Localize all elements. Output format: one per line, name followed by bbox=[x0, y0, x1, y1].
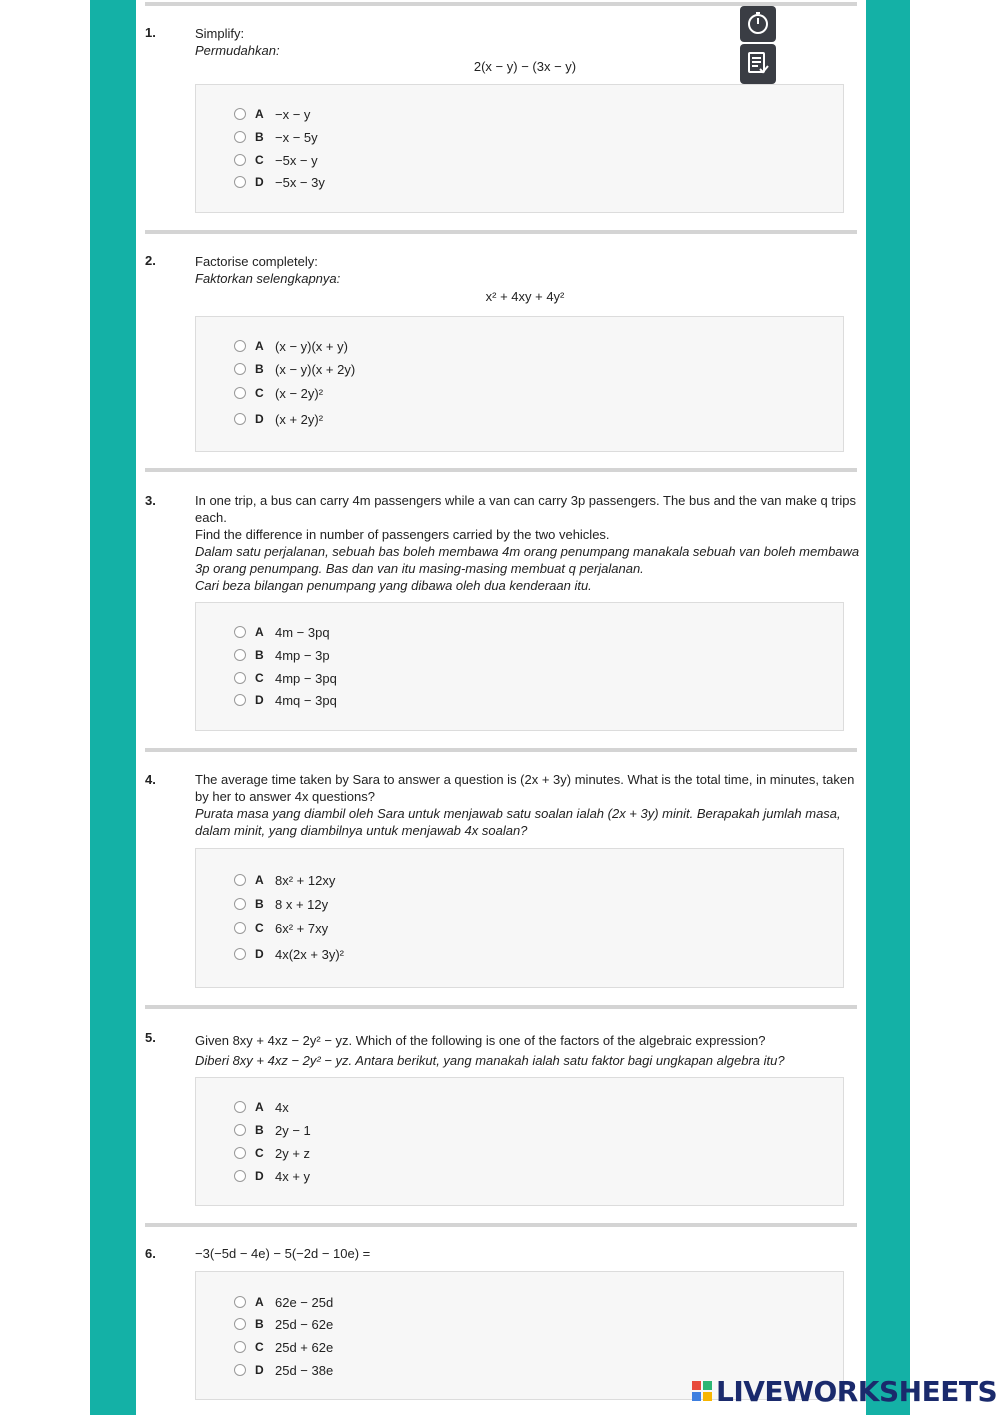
radio-button[interactable] bbox=[234, 176, 246, 188]
question-text-en: The average time taken by Sara to answer a question is (2x + 3y) minutes. What is the total time, in minutes, taken by her to answer 4x questions? bbox=[195, 772, 855, 804]
option-text: 62e − 25d bbox=[275, 1294, 334, 1310]
option-text: −x − 5y bbox=[275, 129, 318, 145]
option-text: 4x + y bbox=[275, 1168, 311, 1184]
divider bbox=[145, 1005, 857, 1009]
radio-button[interactable] bbox=[234, 413, 246, 425]
option-letter: B bbox=[255, 362, 264, 376]
option-c[interactable] bbox=[234, 669, 337, 687]
radio-button[interactable] bbox=[234, 154, 246, 166]
question-text-ms: Diberi 8xy + 4xz − 2y² − yz. Antara berikut, yang manakah ialah satu faktor bagi ungkapan algebra itu? bbox=[195, 1053, 785, 1068]
option-d[interactable] bbox=[234, 1167, 310, 1185]
option-b[interactable] bbox=[234, 1121, 311, 1139]
option-b[interactable] bbox=[234, 128, 318, 146]
option-text: (x − y)(x + 2y) bbox=[275, 361, 356, 377]
option-text: 25d + 62e bbox=[275, 1339, 334, 1355]
option-letter: A bbox=[255, 1295, 264, 1309]
radio-button[interactable] bbox=[234, 898, 246, 910]
radio-button[interactable] bbox=[234, 1318, 246, 1330]
logo-mark-icon bbox=[692, 1381, 712, 1401]
question-text-en: Factorise completely: bbox=[195, 254, 318, 269]
option-letter: C bbox=[255, 386, 264, 400]
radio-button[interactable] bbox=[234, 363, 246, 375]
radio-button[interactable] bbox=[234, 1296, 246, 1308]
question-number: 2. bbox=[145, 253, 156, 268]
option-letter: A bbox=[255, 873, 264, 887]
options-box bbox=[195, 1077, 844, 1206]
divider bbox=[145, 230, 857, 234]
question-text-ms-2: Cari beza bilangan penumpang yang dibawa oleh dua kenderaan itu. bbox=[195, 578, 592, 593]
radio-button[interactable] bbox=[234, 948, 246, 960]
option-d[interactable] bbox=[234, 691, 337, 709]
option-letter: A bbox=[255, 107, 264, 121]
question-number: 3. bbox=[145, 493, 156, 508]
option-d[interactable] bbox=[234, 410, 323, 428]
question-text-en: Given 8xy + 4xz − 2y² − yz. Which of the following is one of the factors of the algebraic expression? bbox=[195, 1033, 766, 1048]
question-text-en: Simplify: bbox=[195, 26, 245, 41]
option-text: 6x² + 7xy bbox=[275, 920, 329, 936]
question-text-ms: Dalam satu perjalanan, sebuah bas boleh membawa 4m orang penumpang manakala sebuah van boleh membawa 3p orang penumpang. Bas dan van itu masing-masing membuat q perjalanan. bbox=[195, 544, 860, 576]
liveworksheets-logo bbox=[692, 1374, 997, 1408]
question-number: 6. bbox=[145, 1246, 156, 1261]
option-text: 4x bbox=[275, 1099, 289, 1115]
question-expression: −3(−5d − 4e) − 5(−2d − 10e) = bbox=[195, 1246, 371, 1261]
radio-button[interactable] bbox=[234, 387, 246, 399]
option-a[interactable] bbox=[234, 871, 335, 889]
option-letter: C bbox=[255, 921, 264, 935]
option-text: 4mq − 3pq bbox=[275, 692, 337, 708]
option-c[interactable] bbox=[234, 384, 323, 402]
option-d[interactable] bbox=[234, 945, 344, 963]
option-text: 2y − 1 bbox=[275, 1122, 311, 1138]
option-letter: D bbox=[255, 1363, 264, 1377]
option-letter: B bbox=[255, 1317, 264, 1331]
divider bbox=[145, 748, 857, 752]
right-border-band bbox=[866, 0, 910, 1415]
question-expression: 2(x − y) − (3x − y) bbox=[473, 59, 577, 74]
options-box bbox=[195, 84, 844, 213]
option-b[interactable] bbox=[234, 360, 355, 378]
option-text: (x − 2y)² bbox=[275, 385, 324, 401]
option-letter: B bbox=[255, 1123, 264, 1137]
option-c[interactable] bbox=[234, 919, 328, 937]
question-text bbox=[195, 25, 860, 59]
option-text: 4m − 3pq bbox=[275, 624, 330, 640]
option-text: (x − y)(x + y) bbox=[275, 338, 348, 354]
radio-button[interactable] bbox=[234, 1101, 246, 1113]
option-text: 4mp − 3p bbox=[275, 647, 330, 663]
option-letter: B bbox=[255, 897, 264, 911]
option-letter: C bbox=[255, 1146, 264, 1160]
option-text: 8 x + 12y bbox=[275, 896, 329, 912]
option-text: 2y + z bbox=[275, 1145, 311, 1161]
option-text: 4mp − 3pq bbox=[275, 670, 337, 686]
radio-button[interactable] bbox=[234, 626, 246, 638]
option-text: −5x − y bbox=[275, 152, 318, 168]
radio-button[interactable] bbox=[234, 694, 246, 706]
radio-button[interactable] bbox=[234, 672, 246, 684]
question-number: 4. bbox=[145, 772, 156, 787]
question-number: 5. bbox=[145, 1030, 156, 1045]
option-letter: B bbox=[255, 130, 264, 144]
question-text-en: In one trip, a bus can carry 4m passengers while a van can carry 3p passengers. The bus and the van make q trips each. bbox=[195, 493, 856, 525]
option-c[interactable] bbox=[234, 1144, 310, 1162]
radio-button[interactable] bbox=[234, 1341, 246, 1353]
radio-button[interactable] bbox=[234, 340, 246, 352]
option-a[interactable] bbox=[234, 337, 348, 355]
option-letter: D bbox=[255, 412, 264, 426]
options-box bbox=[195, 848, 844, 988]
radio-button[interactable] bbox=[234, 1124, 246, 1136]
question-text bbox=[195, 253, 860, 287]
question-text-ms: Faktorkan selengkapnya: bbox=[195, 271, 341, 286]
option-a[interactable] bbox=[234, 623, 330, 641]
question-number: 1. bbox=[145, 25, 156, 40]
option-letter: C bbox=[255, 671, 264, 685]
question-text bbox=[195, 771, 860, 839]
option-b[interactable] bbox=[234, 1315, 333, 1333]
option-a[interactable] bbox=[234, 1293, 333, 1311]
options-box bbox=[195, 316, 844, 452]
option-letter: A bbox=[255, 1100, 264, 1114]
option-letter: D bbox=[255, 693, 264, 707]
option-text: −5x − 3y bbox=[275, 174, 325, 190]
question-text-ms: Purata masa yang diambil oleh Sara untuk menjawab satu soalan ialah (2x + 3y) minit. Berapakah jumlah masa, dalam minit, yang diambilnya untuk menjawab 4x soalan? bbox=[195, 806, 841, 838]
question-text bbox=[195, 492, 860, 594]
option-letter: D bbox=[255, 947, 264, 961]
option-letter: D bbox=[255, 1169, 264, 1183]
option-letter: A bbox=[255, 339, 264, 353]
option-letter: A bbox=[255, 625, 264, 639]
question-text-en-2: Find the difference in number of passengers carried by the two vehicles. bbox=[195, 527, 610, 542]
question-text-ms: Permudahkan: bbox=[195, 43, 280, 58]
logo-text: LIVEWORKSHEETS bbox=[716, 1374, 998, 1408]
option-text: −x − y bbox=[275, 106, 311, 122]
left-border-band bbox=[90, 0, 136, 1415]
options-box bbox=[195, 602, 844, 731]
option-text: 25d − 38e bbox=[275, 1362, 334, 1378]
radio-button[interactable] bbox=[234, 1364, 246, 1376]
radio-button[interactable] bbox=[234, 649, 246, 661]
option-letter: D bbox=[255, 175, 264, 189]
radio-button[interactable] bbox=[234, 1170, 246, 1182]
option-text: 4x(2x + 3y)² bbox=[275, 946, 344, 962]
option-a[interactable] bbox=[234, 105, 310, 123]
option-letter: C bbox=[255, 1340, 264, 1354]
option-a[interactable] bbox=[234, 1098, 289, 1116]
option-b[interactable] bbox=[234, 895, 328, 913]
option-c[interactable] bbox=[234, 1338, 333, 1356]
option-text: 25d − 62e bbox=[275, 1316, 334, 1332]
question-text bbox=[195, 1031, 860, 1071]
radio-button[interactable] bbox=[234, 131, 246, 143]
option-d[interactable] bbox=[234, 173, 325, 191]
radio-button[interactable] bbox=[234, 108, 246, 120]
option-text: (x + 2y)² bbox=[275, 411, 324, 427]
radio-button[interactable] bbox=[234, 1147, 246, 1159]
option-letter: C bbox=[255, 153, 264, 167]
option-letter: B bbox=[255, 648, 264, 662]
option-text: 8x² + 12xy bbox=[275, 872, 336, 888]
divider bbox=[145, 2, 857, 6]
question-expression: x² + 4xy + 4y² bbox=[485, 289, 565, 304]
divider bbox=[145, 468, 857, 472]
option-b[interactable] bbox=[234, 646, 330, 664]
radio-button[interactable] bbox=[234, 922, 246, 934]
radio-button[interactable] bbox=[234, 874, 246, 886]
option-c[interactable] bbox=[234, 151, 318, 169]
divider bbox=[145, 1223, 857, 1227]
option-d[interactable] bbox=[234, 1361, 333, 1379]
